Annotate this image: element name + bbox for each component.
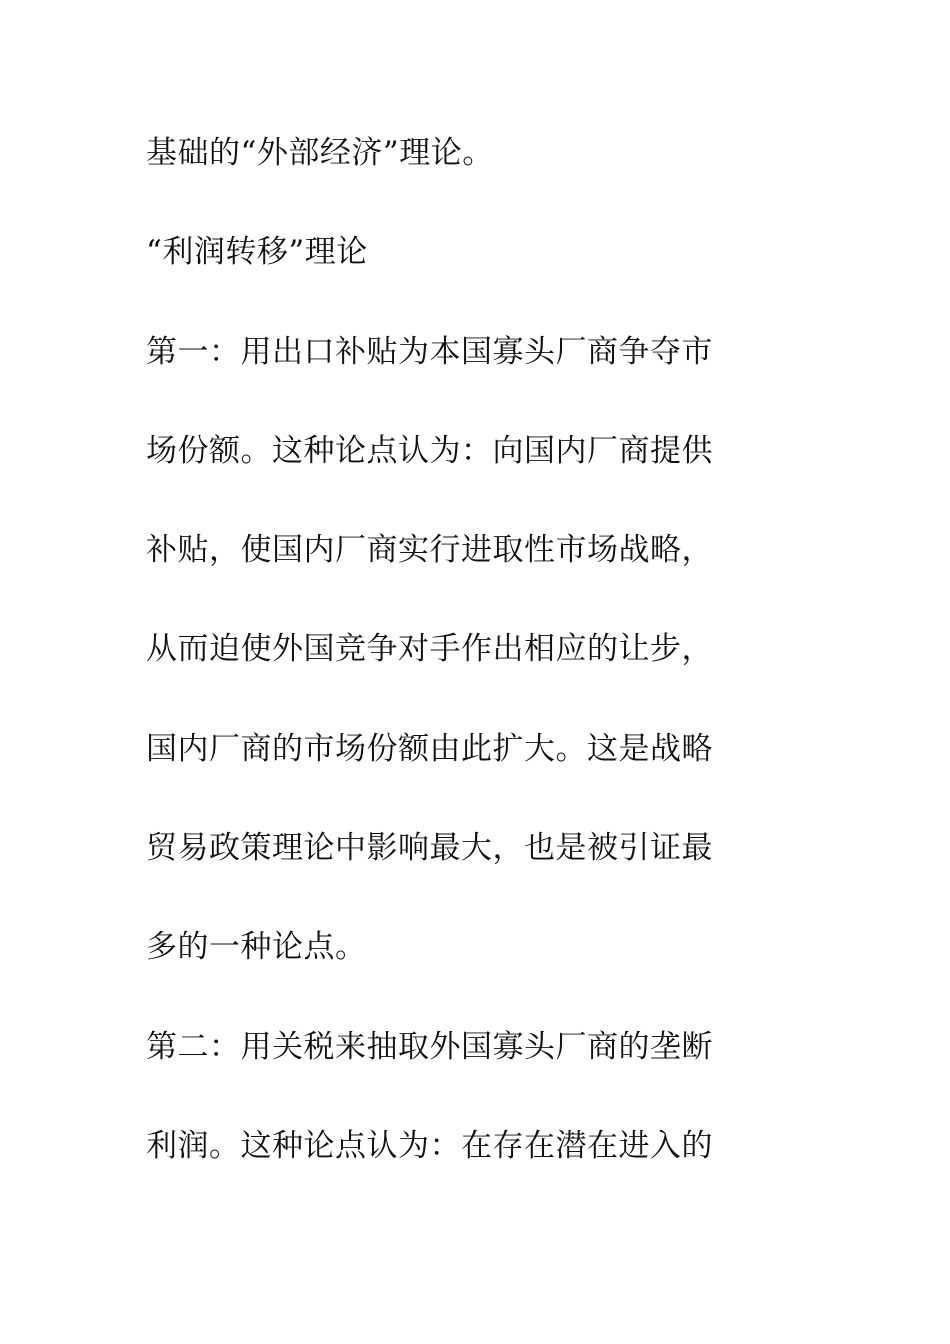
text-line: 第一：用出口补贴为本国寡头厂商争夺市 <box>146 333 713 370</box>
text-line: 多的一种论点。 <box>146 929 367 966</box>
text-line: 第二：用关税来抽取外国寡头厂商的垄断 <box>146 1028 713 1065</box>
text-line: 国内厂商的市场份额由此扩大。这是战略 <box>146 730 713 767</box>
text-line: 场份额。这种论点认为：向国内厂商提供 <box>146 432 713 469</box>
section-heading: “利润转移”理论 <box>146 234 368 271</box>
text-line: 基础的“外部经济”理论。 <box>146 135 494 171</box>
text-line: 利润。这种论点认为：在存在潜在进入的 <box>146 1127 713 1164</box>
text-line: 从而迫使外国竞争对手作出相应的让步， <box>146 631 713 668</box>
document-body <box>146 124 786 1216</box>
text-line: 补贴，使国内厂商实行进取性市场战略， <box>146 532 713 569</box>
text-line: 贸易政策理论中影响最大，也是被引证最 <box>146 830 713 867</box>
